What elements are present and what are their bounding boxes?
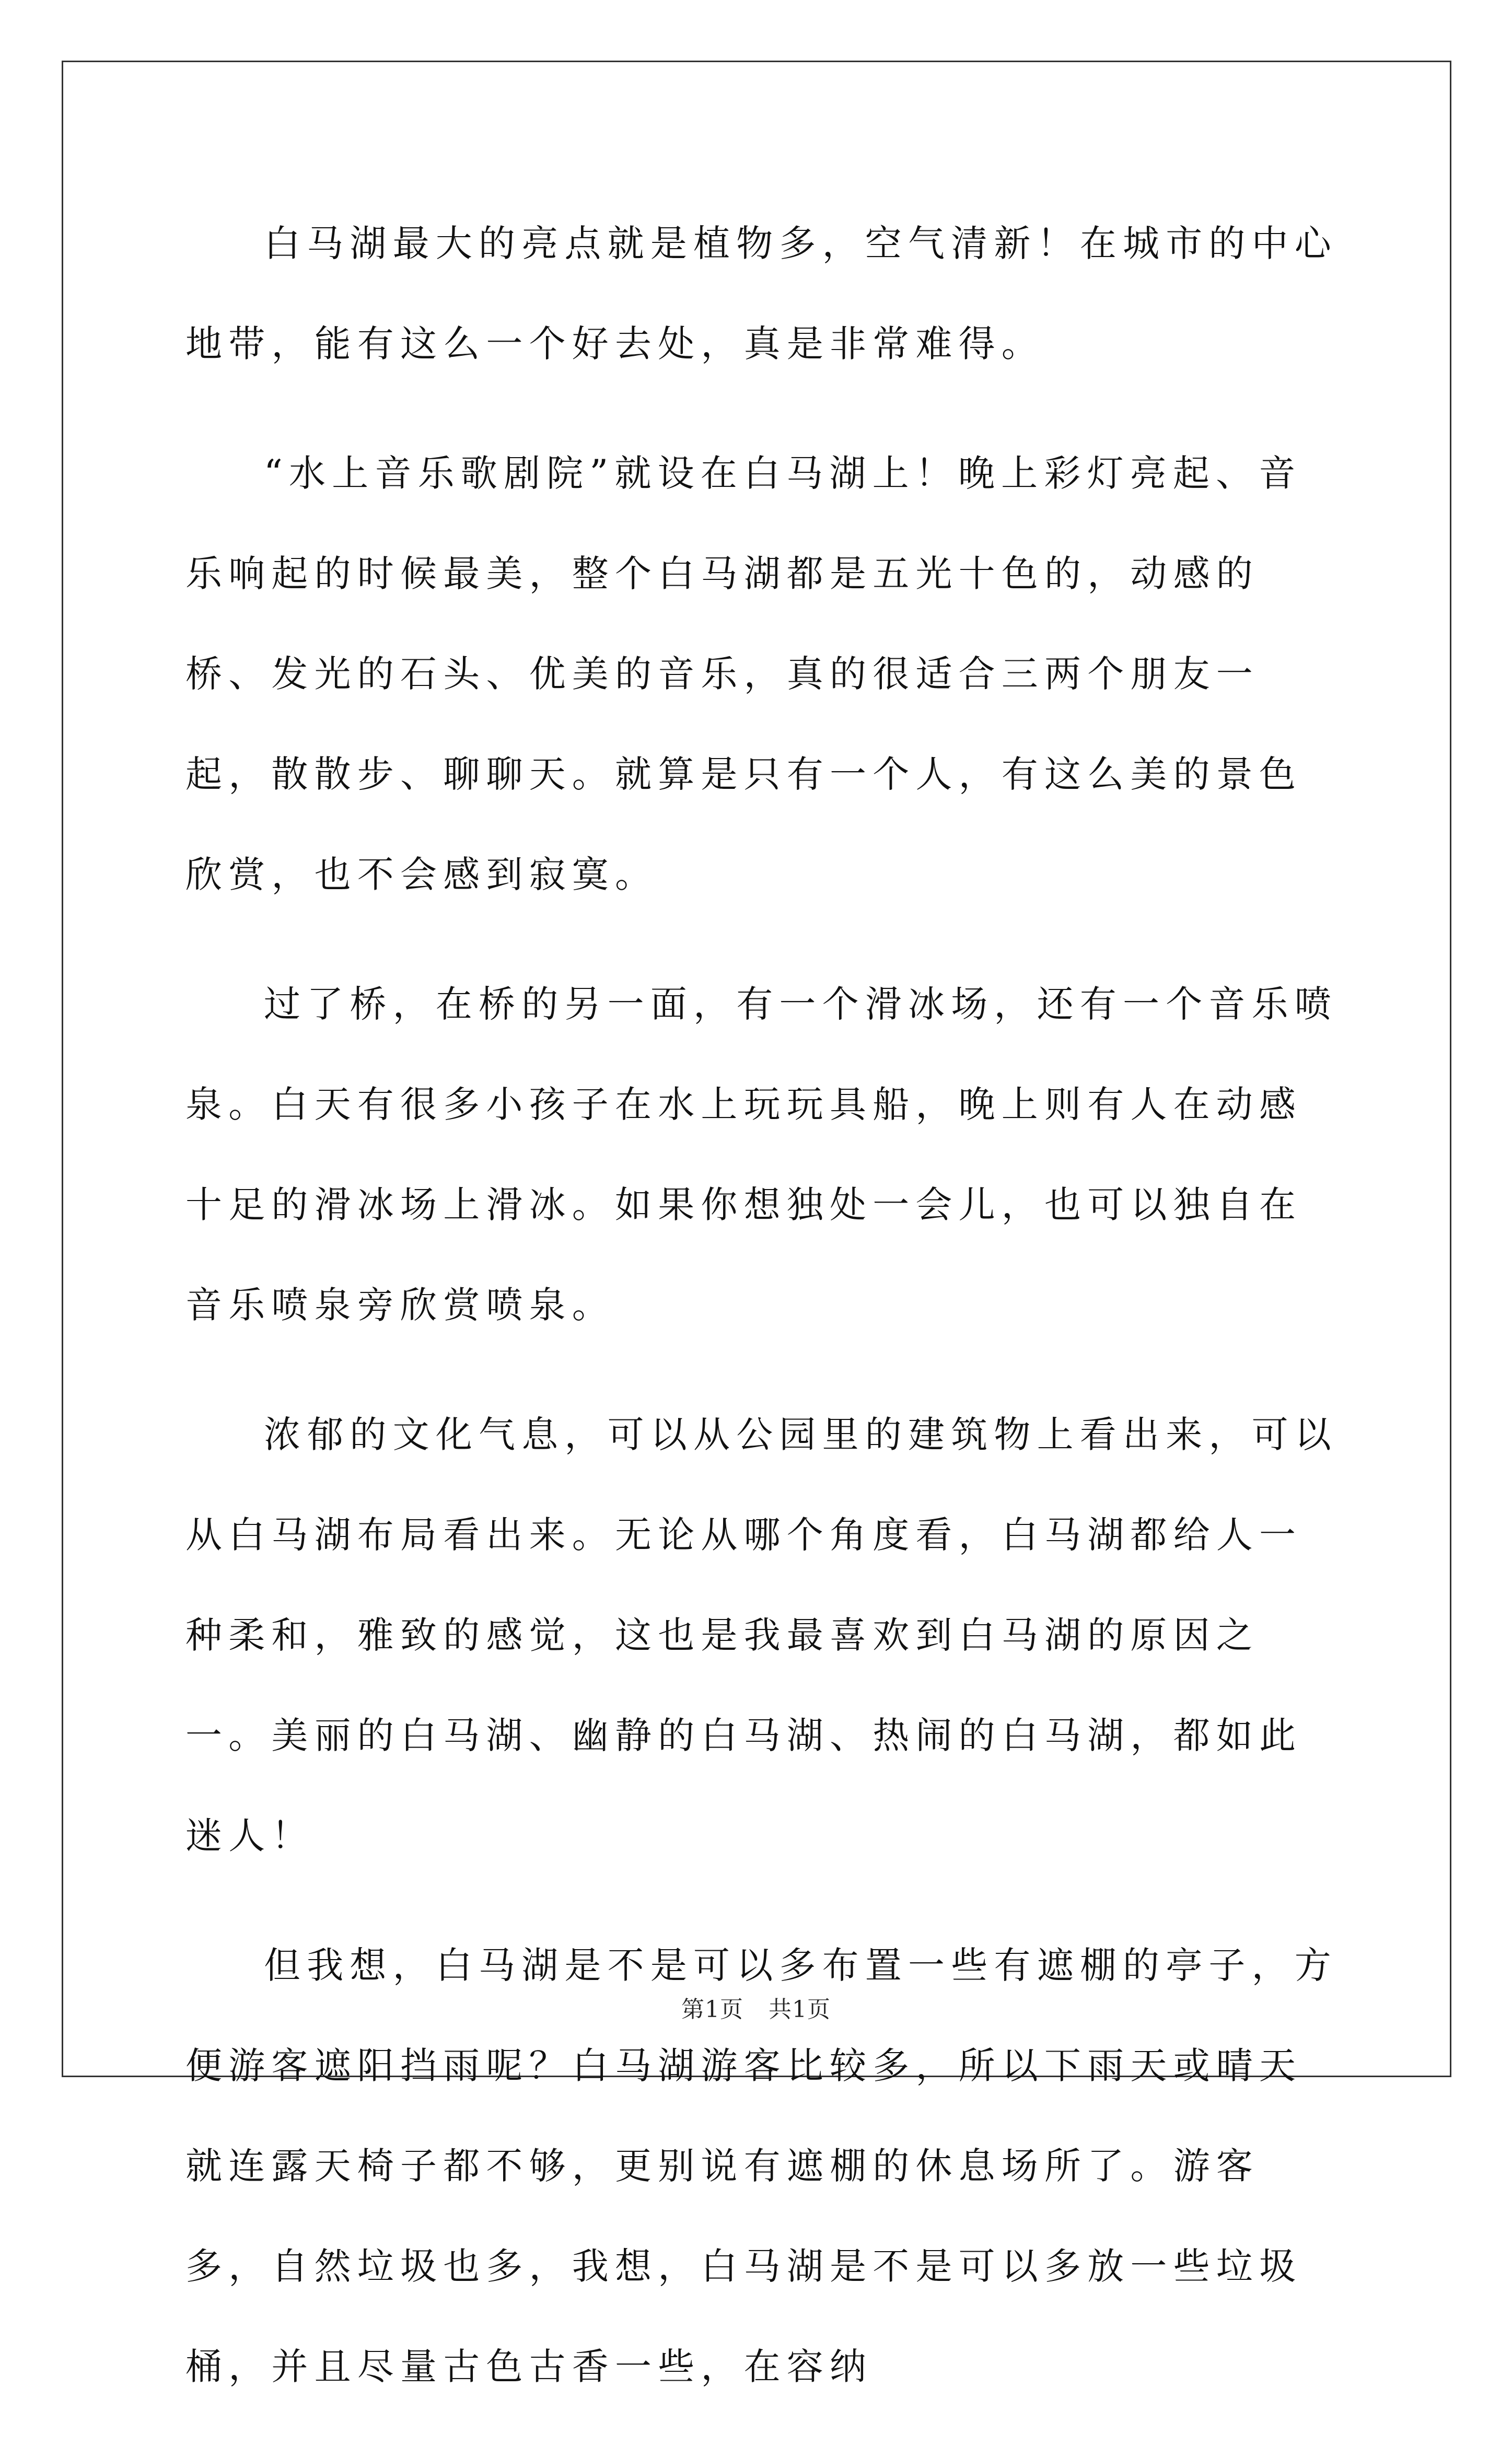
document-body <box>185 193 1340 2446</box>
page-number-total: 共1页 <box>769 1996 831 2023</box>
paragraph: 过了桥，在桥的另一面，有一个滑冰场，还有一个音乐喷泉。白天有很多小孩子在水上玩玩具船，晚上则有人在动感十足的滑冰场上滑冰。如果你想独处一会儿，也可以独自在音乐喷泉旁欣赏喷泉。 <box>185 983 1337 1326</box>
paragraph: 白马湖最大的亮点就是植物多，空气清新！在城市的中心地带，能有这么一个好去处，真是非常难得。 <box>185 222 1337 365</box>
paragraph: “水上音乐歌剧院”就设在白马湖上！晚上彩灯亮起、音乐响起的时候最美，整个白马湖都是五光十色的，动感的桥、发光的石头、优美的音乐，真的很适合三两个朋友一起，散散步、聊聊天。就算是只有一个人，有这么美的景色欣赏，也不会感到寂寞。 <box>185 452 1302 896</box>
page-number-current: 第1页 <box>681 1996 743 2023</box>
page-footer <box>0 1990 1512 2024</box>
paragraph: 但我想，白马湖是不是可以多布置一些有遮棚的亭子，方便游客遮阳挡雨呢？白马湖游客比较多，所以下雨天或晴天就连露天椅子都不够，更别说有遮棚的休息场所了。游客多，自然垃圾也多，我想，白马湖是不是可以多放一些垃圾桶，并且尽量古色古香一些，在容纳 <box>185 1944 1337 2388</box>
paragraph: 浓郁的文化气息，可以从公园里的建筑物上看出来，可以从白马湖布局看出来。无论从哪个角度看，白马湖都给人一种柔和，雅致的感觉，这也是我最喜欢到白马湖的原因之一。美丽的白马湖、幽静的白马湖、热闹的白马湖，都如此迷人！ <box>185 1413 1337 1857</box>
